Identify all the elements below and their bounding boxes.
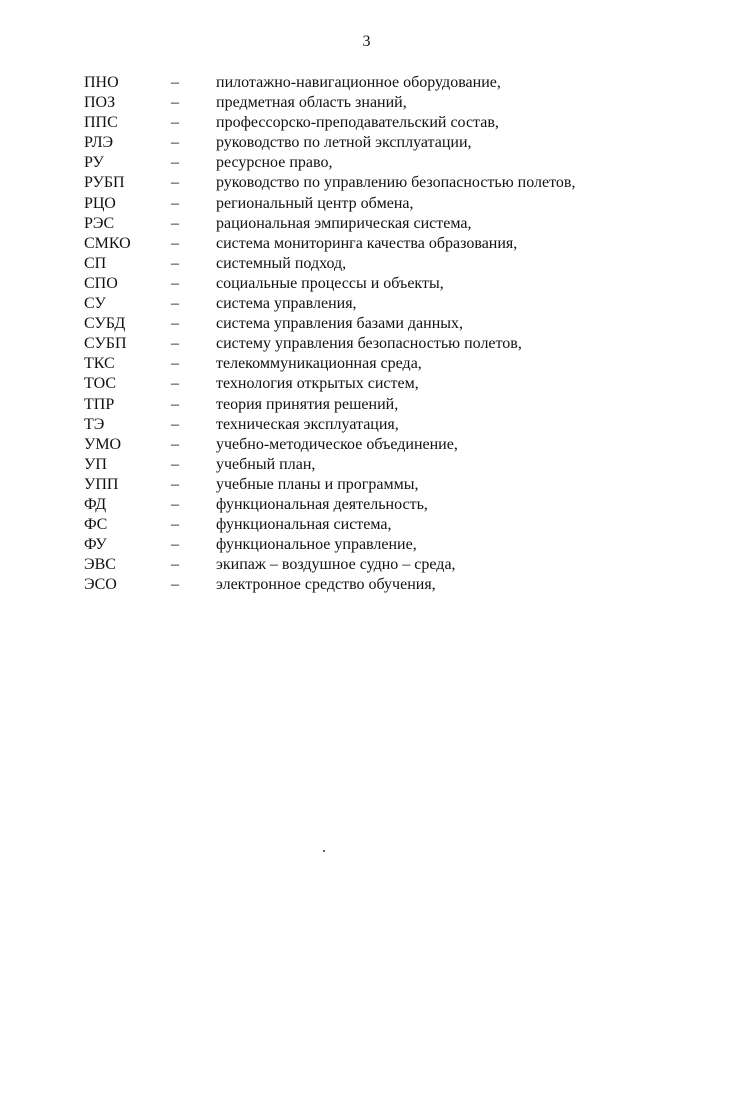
abbreviation-definition: ресурсное право, — [216, 154, 333, 172]
abbreviation-dash: – — [171, 174, 179, 192]
abbreviation-dash: – — [171, 556, 179, 574]
abbreviation-row — [0, 575, 733, 595]
abbreviation-dash: – — [171, 576, 179, 594]
abbreviation-row — [0, 194, 733, 214]
abbreviation-code: ЭВС — [84, 556, 116, 574]
abbreviation-dash: – — [171, 154, 179, 172]
abbreviation-code: РЦО — [84, 194, 116, 212]
abbreviation-dash: – — [171, 94, 179, 112]
abbreviation-code: ТОС — [84, 375, 116, 393]
abbreviation-code: РУ — [84, 154, 104, 172]
abbreviation-row — [0, 173, 733, 193]
abbreviation-dash: – — [171, 475, 179, 493]
abbreviation-row — [0, 395, 733, 415]
abbreviation-row — [0, 274, 733, 294]
abbreviation-definition: теория принятия решений, — [216, 395, 399, 413]
abbreviation-row — [0, 73, 733, 93]
page-number: 3 — [362, 33, 371, 50]
abbreviation-row — [0, 435, 733, 455]
abbreviation-row — [0, 294, 733, 314]
abbreviation-definition: система управления базами данных, — [216, 315, 464, 333]
abbreviation-code: ПОЗ — [84, 94, 116, 112]
abbreviation-code: УП — [84, 455, 107, 473]
abbreviation-definition: профессорско-преподавательский состав, — [216, 114, 499, 132]
abbreviation-definition: систему управления безопасностью полетов, — [216, 335, 522, 353]
abbreviation-row — [0, 254, 733, 274]
abbreviation-dash: – — [171, 435, 179, 453]
abbreviation-definition: телекоммуникационная среда, — [216, 355, 422, 373]
abbreviation-definition: учебно-методическое объединение, — [216, 435, 458, 453]
abbreviation-row — [0, 495, 733, 515]
abbreviation-row — [0, 113, 733, 133]
abbreviation-definition: технология открытых систем, — [216, 375, 419, 393]
abbreviation-code: РЛЭ — [84, 134, 114, 152]
abbreviation-definition: электронное средство обучения, — [216, 576, 436, 594]
abbreviation-row — [0, 93, 733, 113]
abbreviation-definition: системный подход, — [216, 254, 347, 272]
abbreviation-dash: – — [171, 134, 179, 152]
abbreviation-definition: предметная область знаний, — [216, 94, 407, 112]
abbreviation-dash: – — [171, 355, 179, 373]
abbreviation-row — [0, 153, 733, 173]
abbreviation-dash: – — [171, 415, 179, 433]
abbreviation-definition: техническая эксплуатация, — [216, 415, 399, 433]
abbreviation-definition: экипаж – воздушное судно – среда, — [216, 556, 456, 574]
abbreviation-row — [0, 515, 733, 535]
abbreviation-code: СУ — [84, 295, 106, 313]
abbreviation-dash: – — [171, 395, 179, 413]
abbreviation-list — [0, 73, 733, 595]
abbreviation-code: УМО — [84, 435, 122, 453]
abbreviation-row — [0, 475, 733, 495]
abbreviation-code: ФС — [84, 516, 108, 534]
abbreviation-definition: система мониторинга качества образования, — [216, 234, 518, 252]
abbreviation-code: СПО — [84, 274, 118, 292]
abbreviation-row — [0, 354, 733, 374]
abbreviation-code: ПНО — [84, 74, 119, 91]
abbreviation-code: ФД — [84, 495, 107, 513]
stray-dot — [323, 850, 325, 852]
abbreviation-dash: – — [171, 536, 179, 554]
abbreviation-row — [0, 133, 733, 153]
abbreviation-row — [0, 455, 733, 475]
abbreviation-definition: региональный центр обмена, — [216, 194, 414, 212]
abbreviation-dash: – — [171, 375, 179, 393]
abbreviation-dash: – — [171, 455, 179, 473]
abbreviation-row — [0, 555, 733, 575]
abbreviation-definition: учебные планы и программы, — [216, 475, 419, 493]
abbreviation-row — [0, 374, 733, 394]
abbreviation-code: ТКС — [84, 355, 115, 373]
abbreviation-dash: – — [171, 495, 179, 513]
abbreviation-definition: система управления, — [216, 295, 357, 313]
abbreviation-definition: рациональная эмпирическая система, — [216, 214, 472, 232]
abbreviation-dash: – — [171, 516, 179, 534]
abbreviation-code: УПП — [84, 475, 119, 493]
abbreviation-code: СУБД — [84, 315, 126, 333]
abbreviation-dash: – — [171, 295, 179, 313]
abbreviation-row — [0, 535, 733, 555]
abbreviation-definition: пилотажно-навигационное оборудование, — [216, 74, 501, 91]
abbreviation-code: ППС — [84, 114, 118, 132]
abbreviation-row — [0, 334, 733, 354]
abbreviation-dash: – — [171, 194, 179, 212]
abbreviation-dash: – — [171, 114, 179, 132]
abbreviation-row — [0, 314, 733, 334]
abbreviation-dash: – — [171, 234, 179, 252]
abbreviation-definition: социальные процессы и объекты, — [216, 274, 444, 292]
abbreviation-row — [0, 234, 733, 254]
abbreviation-dash: – — [171, 274, 179, 292]
abbreviation-dash: – — [171, 335, 179, 353]
abbreviation-code: ТПР — [84, 395, 115, 413]
abbreviation-definition: функциональная система, — [216, 516, 392, 534]
abbreviation-code: РЭС — [84, 214, 115, 232]
abbreviation-definition: функциональная деятельность, — [216, 495, 428, 513]
abbreviation-definition: руководство по летной эксплуатации, — [216, 134, 472, 152]
abbreviation-code: СУБП — [84, 335, 127, 353]
abbreviation-code: СМКО — [84, 234, 131, 252]
abbreviation-dash: – — [171, 214, 179, 232]
abbreviation-definition: учебный план, — [216, 455, 316, 473]
abbreviation-code: ЭСО — [84, 576, 117, 594]
abbreviation-code: РУБП — [84, 174, 125, 192]
abbreviation-definition: руководство по управлению безопасностью полетов, — [216, 174, 576, 192]
abbreviation-code: ТЭ — [84, 415, 105, 433]
abbreviation-definition: функциональное управление, — [216, 536, 417, 554]
abbreviation-row — [0, 415, 733, 435]
abbreviation-row — [0, 214, 733, 234]
abbreviation-dash: – — [171, 74, 179, 91]
abbreviation-dash: – — [171, 315, 179, 333]
abbreviation-dash: – — [171, 254, 179, 272]
abbreviation-code: СП — [84, 254, 107, 272]
abbreviation-code: ФУ — [84, 536, 107, 554]
